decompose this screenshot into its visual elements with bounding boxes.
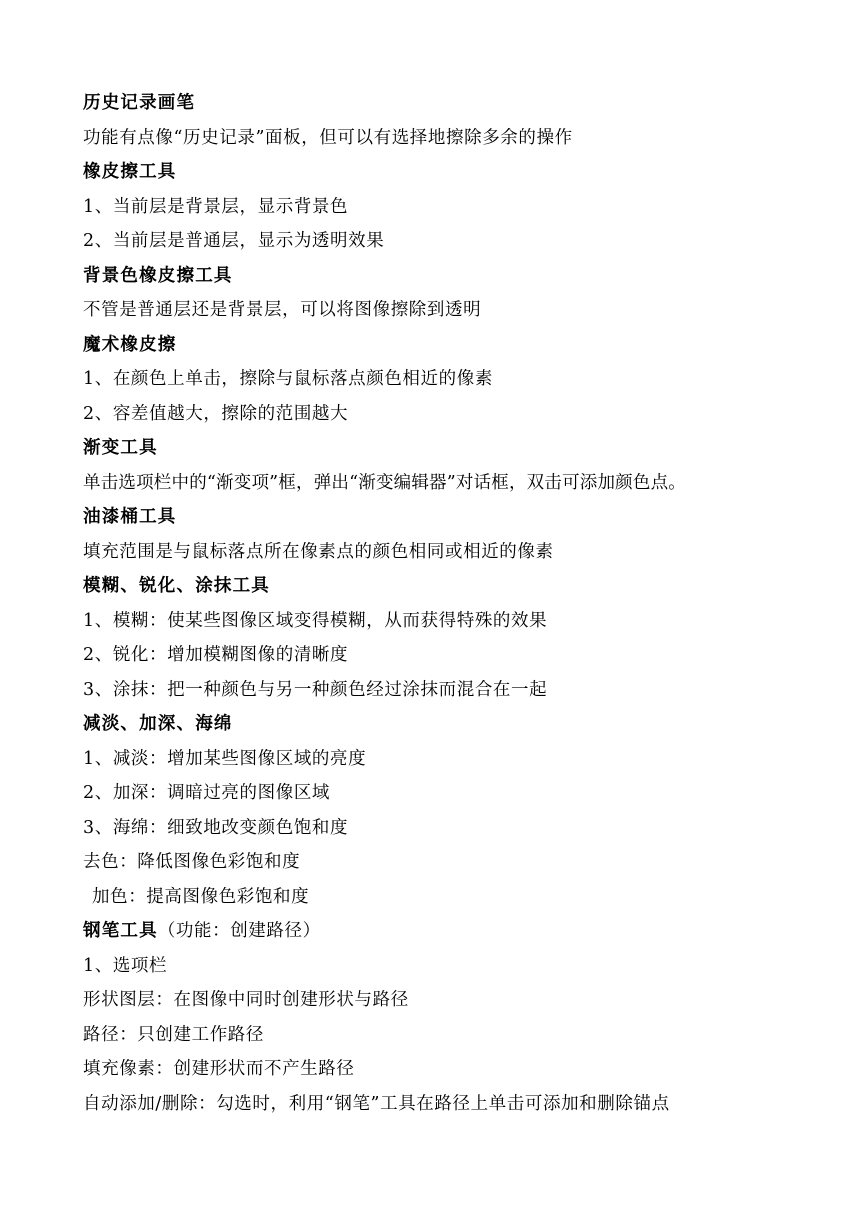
heading-eraser-tool: 橡皮擦工具 [83,162,177,182]
heading-pen-tool [83,914,843,949]
heading-pen-tool-note: （功能：创建路径） [157,921,321,941]
paragraph-smudge: 3、涂抹：把一种颜色与另一种颜色经过涂抹而混合在一起 [83,679,548,700]
paragraph-magic-eraser-1: 1、在颜色上单击，擦除与鼠标落点颜色相近的像素 [83,369,493,389]
paragraph-history-brush: 功能有点像“历史记录”面板，但可以有选择地擦除多余的操作 [83,127,573,148]
paragraph-saturate: 加色：提高图像色彩饱和度 [92,886,310,907]
heading-history-brush: 历史记录画笔 [83,93,196,113]
paragraph-desaturate: 去色：降低图像色彩饱和度 [83,852,301,872]
paragraph-sharpen: 2、锐化：增加模糊图像的清晰度 [83,645,349,665]
heading-magic-eraser: 魔术橡皮擦 [83,334,177,355]
paragraph-paths: 路径：只创建工作路径 [83,1024,264,1045]
paragraph-eraser-2: 2、当前层是普通层，显示为透明效果 [83,231,385,251]
paragraph-dodge: 1、减淡：增加某些图像区域的亮度 [83,748,367,769]
heading-pen-tool-title: 钢笔工具 [83,921,158,941]
paragraph-options-bar: 1、选项栏 [83,955,168,976]
paragraph-background-eraser: 不管是普通层还是背景层，可以将图像擦除到透明 [83,300,482,320]
heading-blur-sharpen-smudge: 模糊、锐化、涂抹工具 [83,576,270,596]
heading-paint-bucket: 油漆桶工具 [83,507,177,527]
paragraph-sponge: 3、海绵：细致地改变颜色饱和度 [83,817,349,838]
paragraph-burn: 2、加深：调暗过亮的图像区域 [83,783,331,803]
paragraph-fill-pixels: 填充像素：创建形状而不产生路径 [83,1059,355,1079]
heading-gradient-tool: 渐变工具 [83,438,158,458]
heading-dodge-burn-sponge: 减淡、加深、海绵 [83,714,233,734]
heading-background-eraser: 背景色橡皮擦工具 [83,265,233,286]
paragraph-gradient-tool: 单击选项栏中的“渐变项”框，弹出“渐变编辑器”对话框，双击可添加颜色点。 [83,472,686,493]
paragraph-shape-layers: 形状图层：在图像中同时创建形状与路径 [83,990,409,1010]
paragraph-paint-bucket: 填充范围是与鼠标落点所在像素点的颜色相同或相近的像素 [83,541,554,562]
paragraph-blur: 1、模糊：使某些图像区域变得模糊，从而获得特殊的效果 [83,610,548,631]
paragraph-magic-eraser-2: 2、容差值越大，擦除的范围越大 [83,403,349,424]
paragraph-auto-add-delete: 自动添加/删除：勾选时，利用“钢笔”工具在路径上单击可添加和删除锚点 [83,1093,670,1114]
document-page [83,86,843,1121]
paragraph-eraser-1: 1、当前层是背景层，显示背景色 [83,196,349,217]
